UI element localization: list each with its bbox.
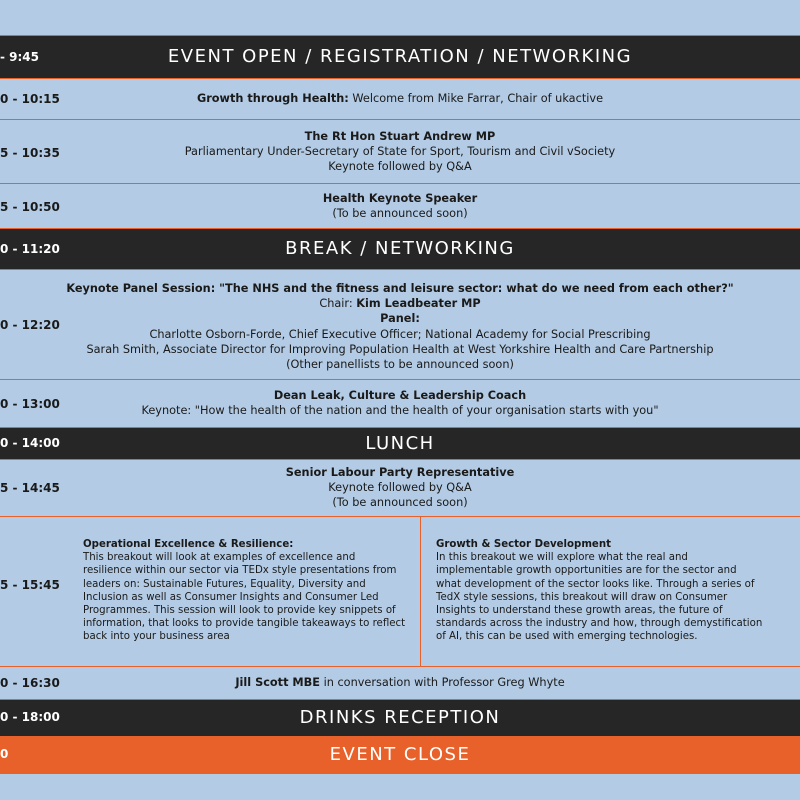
breakout-title: Growth & Sector Development	[436, 539, 611, 550]
session-format: Keynote followed by Q&A	[328, 160, 472, 174]
time-slot: 0 - 18:00	[0, 710, 60, 724]
breakout-line: back into your business area	[83, 631, 230, 643]
session-text	[0, 388, 800, 418]
breakout-line: This breakout will look at examples of excellence and	[83, 552, 356, 564]
session-description: in conversation with Professor Greg Whyte	[319, 676, 565, 689]
speaker-name: Health Keynote Speaker	[322, 192, 478, 205]
session-title: Growth through Health:	[196, 92, 349, 105]
chair-label: Chair:	[319, 297, 357, 311]
section-heading: BREAK / NETWORKING	[285, 238, 515, 259]
chair-name: Kim Leadbeater MP	[356, 297, 481, 311]
time-slot: 0 - 13:00	[0, 397, 60, 411]
session-note: (To be announced soon)	[332, 207, 468, 221]
agenda-row-labour	[0, 460, 800, 516]
session-title: Keynote Panel Session: "The NHS and the fitness and leisure sector: what do we need from each other?"	[66, 282, 734, 295]
breakout-line: what development of the sector looks like. Through a series of	[436, 578, 755, 590]
breakout-line: of AI, this can be used with emerging technologies.	[436, 631, 698, 643]
time-slot: 0 - 11:20	[0, 242, 60, 256]
breakout-left	[83, 538, 413, 644]
agenda-row-welcome	[0, 79, 800, 119]
breakout-line: implementable growth opportunities are for the sector and	[436, 565, 737, 577]
column-divider	[420, 517, 421, 666]
breakout-line: Insights to understand these growth areas, the future of	[436, 605, 723, 617]
session-text	[0, 675, 800, 690]
agenda-row-lunch	[0, 428, 800, 459]
agenda-row-health-keynote	[0, 184, 800, 228]
time-slot: 0 - 12:20	[0, 318, 60, 332]
section-heading: EVENT CLOSE	[329, 744, 471, 765]
speaker-name: Jill Scott MBE	[235, 676, 320, 689]
session-text	[0, 465, 800, 511]
time-slot: - 9:45	[0, 50, 40, 64]
breakout-title: Operational Excellence & Resilience:	[83, 539, 294, 550]
agenda-row-andrew	[0, 120, 800, 183]
panelist: Charlotte Osborn-Forde, Chief Executive Officer; National Academy for Social Prescribing	[149, 327, 651, 341]
agenda-row-break	[0, 229, 800, 269]
time-slot: 0 - 16:30	[0, 676, 60, 690]
speaker-name: The Rt Hon Stuart Andrew MP	[304, 130, 496, 143]
agenda-row-panel	[0, 270, 800, 379]
session-text	[0, 91, 800, 106]
time-slot: 5 - 10:35	[0, 146, 60, 160]
agenda-row-breakouts	[0, 517, 800, 666]
agenda-row-scott	[0, 667, 800, 699]
session-note: (Other panellists to be announced soon)	[286, 358, 514, 372]
speaker-role: Parliamentary Under-Secretary of State for Sport, Tourism and Civil vSociety	[184, 145, 616, 159]
agenda-row-registration	[0, 36, 800, 78]
time-slot: 5 - 10:50	[0, 200, 60, 214]
panelist: Sarah Smith, Associate Director for Improving Population Health at West Yorkshire Health and Care Partnership	[86, 342, 714, 356]
breakout-line: information, that looks to provide tangible takeaways to reflect	[83, 618, 406, 630]
breakout-line: resilience within our sector via TEDx style presentations from	[83, 565, 397, 577]
time-slot: 0	[0, 747, 9, 761]
agenda-row-leak	[0, 380, 800, 427]
speaker-name: Dean Leak, Culture & Leadership Coach	[273, 389, 527, 402]
panel-chair	[0, 296, 800, 311]
session-text	[0, 129, 800, 175]
time-slot: 5 - 15:45	[0, 578, 60, 592]
time-slot: 5 - 14:45	[0, 481, 60, 495]
session-description: Keynote: "How the health of the nation and the health of your organisation starts with you"	[141, 404, 659, 418]
time-slot: 0 - 10:15	[0, 92, 60, 106]
session-format: Keynote followed by Q&A	[328, 481, 472, 495]
time-slot: 0 - 14:00	[0, 436, 60, 450]
session-text	[0, 191, 800, 221]
section-heading: EVENT OPEN / REGISTRATION / NETWORKING	[167, 46, 633, 67]
section-heading: LUNCH	[365, 433, 435, 454]
session-text	[0, 281, 800, 372]
section-heading: DRINKS RECEPTION	[299, 707, 501, 728]
breakout-line: In this breakout we will explore what the real and	[436, 552, 688, 564]
breakout-line: Inclusion as well as Consumer Insights and Consumer Led	[83, 591, 379, 603]
session-description: Welcome from Mike Farrar, Chair of ukactive	[348, 92, 604, 105]
panel-label: Panel:	[380, 312, 420, 326]
agenda-row-close	[0, 736, 800, 774]
speaker-name: Senior Labour Party Representative	[285, 466, 515, 479]
breakout-line: leaders on: Sustainable Futures, Equality, Diversity and	[83, 578, 366, 590]
breakout-line: TedX style sessions, this breakout will draw on Consumer	[436, 591, 728, 603]
breakout-line: standards across the industry and how, through demystification	[436, 618, 763, 630]
agenda-row-drinks	[0, 700, 800, 736]
breakout-line: Programmes. This session will look to provide key snippets of	[83, 605, 396, 617]
breakout-right	[436, 538, 776, 644]
session-note: (To be announced soon)	[332, 496, 468, 510]
